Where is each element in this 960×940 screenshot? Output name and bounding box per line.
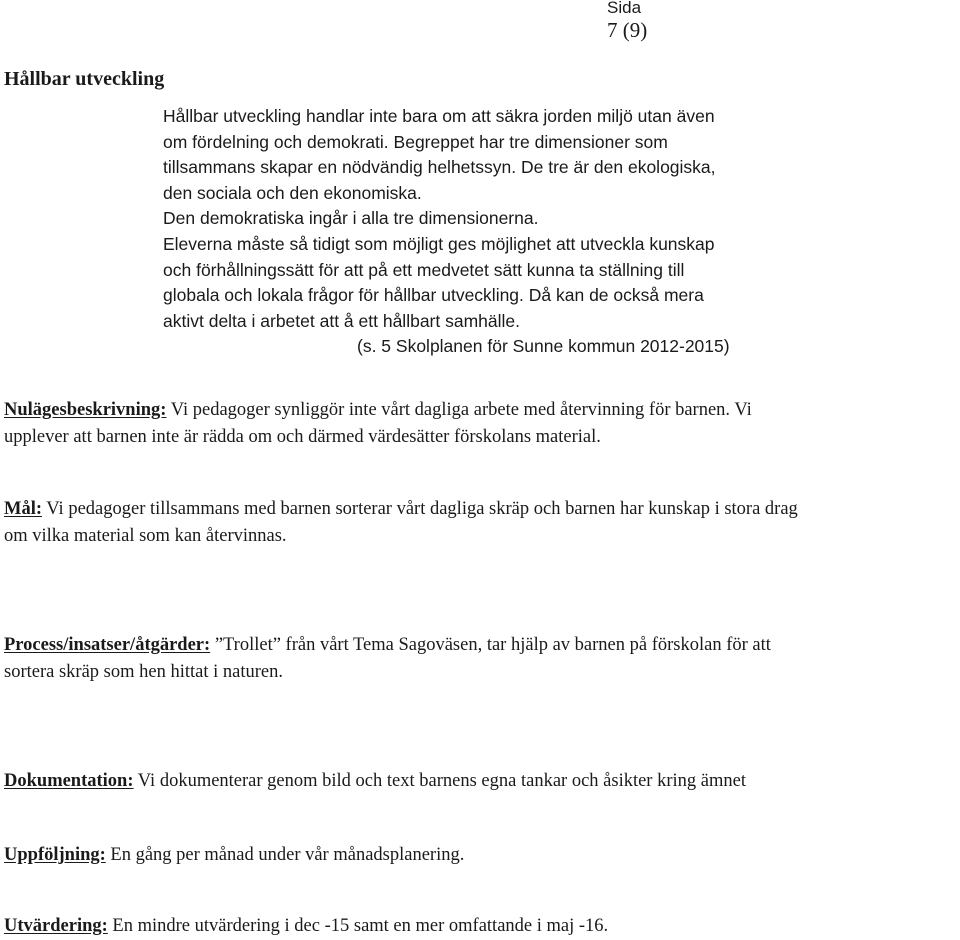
nulage-paragraph bbox=[4, 397, 960, 450]
quote-line: globala och lokala frågor för hållbar utveckling. Då kan de också mera bbox=[163, 285, 704, 306]
mal-text-cont: om vilka material som kan återvinnas. bbox=[4, 525, 287, 546]
process-label: Process/insatser/åtgärder: bbox=[4, 635, 211, 655]
nulage-text-cont: upplever att barnen inte är rädda om och därmed värdesätter förskolans material. bbox=[4, 426, 601, 447]
nulage-text: Vi pedagoger synliggör inte vårt dagliga arbete med återvinning för barnen. Vi bbox=[166, 400, 752, 420]
quote-citation: (s. 5 Skolplanen för Sunne kommun 2012-2015) bbox=[357, 336, 730, 357]
page-label: Sida bbox=[607, 0, 642, 17]
quote-line: Hållbar utveckling handlar inte bara om att säkra jorden miljö utan även bbox=[163, 106, 715, 126]
quote-line: och förhållningssätt för att på ett medvetet sätt kunna ta ställning till bbox=[163, 259, 685, 280]
process-text: ”Trollet” från vårt Tema Sagoväsen, tar hjälp av barnen på förskolan för att bbox=[210, 635, 771, 655]
quote-line: aktivt delta i arbetet att å ett hållbart samhälle. bbox=[163, 310, 520, 331]
quote-line: tillsammans skapar en nödvändig helhetssyn. De tre är den ekologiska, bbox=[163, 157, 716, 178]
uppfoljning-paragraph bbox=[4, 842, 960, 869]
quote-line: om fördelning och demokrati. Begreppet har tre dimensioner som bbox=[163, 131, 668, 152]
quote-line: den sociala och den ekonomiska. bbox=[163, 182, 422, 203]
section-title: Hållbar utveckling bbox=[4, 68, 165, 90]
mal-text: Vi pedagoger tillsammans med barnen sorterar vårt dagliga skräp och barnen har kunskap i stora drag bbox=[42, 499, 798, 519]
mal-paragraph bbox=[4, 496, 960, 549]
uppfoljning-text: En gång per månad under vår månadsplanering. bbox=[105, 845, 465, 865]
utvardering-paragraph bbox=[4, 913, 960, 940]
quote-block bbox=[163, 104, 953, 360]
quote-line: Eleverna måste så tidigt som möjligt ges möjlighet att utveckla kunskap bbox=[163, 233, 715, 254]
uppfoljning-label: Uppföljning: bbox=[4, 845, 106, 865]
dokumentation-text: Vi dokumenterar genom bild och text barnens egna tankar och åsikter kring ämnet bbox=[133, 771, 746, 791]
utvardering-text: En mindre utvärdering i dec -15 samt en mer omfattande i maj -16. bbox=[107, 916, 609, 936]
process-paragraph bbox=[4, 632, 960, 685]
process-text-cont: sortera skräp som hen hittat i naturen. bbox=[4, 661, 283, 682]
utvardering-label: Utvärdering: bbox=[4, 916, 108, 936]
dokumentation-label: Dokumentation: bbox=[4, 771, 134, 791]
quote-line: Den demokratiska ingår i alla tre dimensionerna. bbox=[163, 208, 539, 229]
page-number: 7 (9) bbox=[607, 18, 648, 42]
mal-label: Mål: bbox=[4, 499, 43, 519]
dokumentation-paragraph bbox=[4, 768, 960, 795]
nulage-label: Nulägesbeskrivning: bbox=[4, 400, 167, 420]
